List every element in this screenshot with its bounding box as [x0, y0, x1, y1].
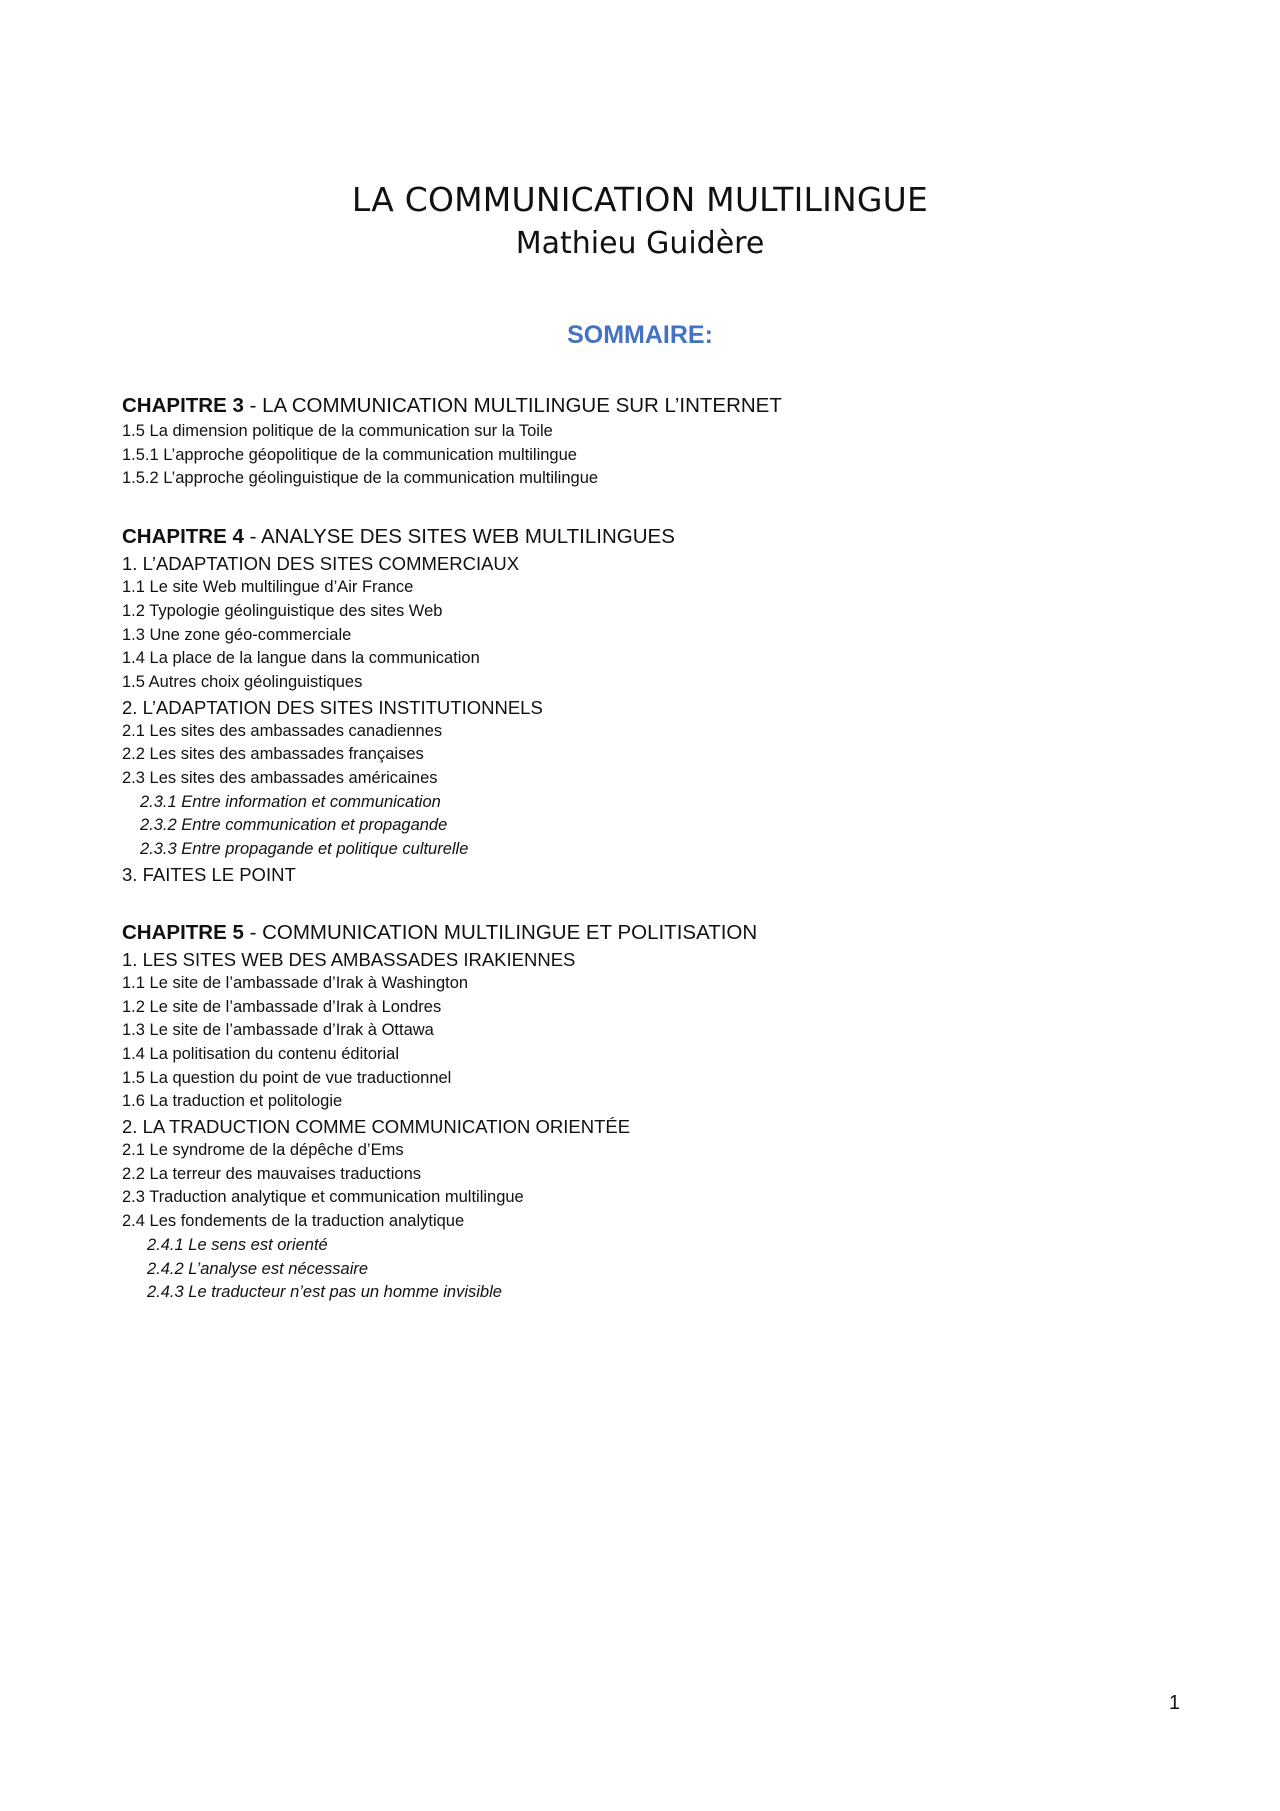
- toc-entry: 2.1 Les sites des ambassades canadiennes: [122, 721, 443, 740]
- toc-entry: 2. L’ADAPTATION DES SITES INSTITUTIONNELS: [122, 696, 543, 718]
- chapter-number: CHAPITRE 4: [122, 525, 244, 549]
- toc-entry: 2.4.2 L’analyse est nécessaire: [147, 1259, 369, 1278]
- toc-entry: 1.1 Le site de l’ambassade d’Irak à Washington: [122, 973, 469, 992]
- chapter-heading: [122, 392, 1182, 420]
- toc-entry: 2.3.1 Entre information et communication: [140, 792, 441, 811]
- toc-entry: 1.4 La place de la langue dans la communication: [122, 649, 480, 668]
- chapter-title: ANALYSE DES SITES WEB MULTILINGUES: [260, 525, 675, 549]
- chapter-separator: -: [243, 525, 261, 549]
- chapter-section: [122, 523, 1182, 887]
- toc-entry: 1.3 Une zone géo-commerciale: [122, 625, 352, 644]
- toc-entry: 1.5 Autres choix géolinguistiques: [122, 672, 363, 691]
- toc-entry: 1.5 La dimension politique de la communication sur la Toile: [122, 422, 553, 440]
- toc-entry: 2.4 Les fondements de la traduction analytique: [122, 1212, 465, 1231]
- toc-entry: 2.4.3 Le traducteur n’est pas un homme invisible: [147, 1283, 502, 1302]
- toc-entry: 2.2 Les sites des ambassades françaises: [122, 745, 424, 764]
- toc-entry: 1.4 La politisation du contenu éditorial: [122, 1044, 400, 1063]
- toc-entry: 1.1 Le site Web multilingue d’Air France: [122, 578, 414, 597]
- chapter-heading: [122, 919, 1182, 947]
- toc-entry: 1.6 La traduction et politologie: [122, 1092, 343, 1111]
- toc-entry: 1.5.1 L’approche géopolitique de la communication multilingue: [122, 445, 577, 464]
- toc-entry: 1.5 La question du point de vue traductionnel: [122, 1068, 452, 1087]
- toc-entry: 2.1 Le syndrome de la dépêche d’Ems: [122, 1141, 404, 1160]
- toc-entry: 2. LA TRADUCTION COMME COMMUNICATION ORIENTÉE: [122, 1116, 631, 1138]
- toc-entry: 1.3 Le site de l’ambassade d’Irak à Ottawa: [122, 1021, 434, 1040]
- toc-entry: 1. LES SITES WEB DES AMBASSADES IRAKIENNES: [122, 948, 576, 970]
- chapter-separator: -: [243, 394, 263, 417]
- toc-entry: 2.3.2 Entre communication et propagande: [140, 816, 448, 835]
- toc-entry: 2.3 Les sites des ambassades américaines: [122, 769, 438, 788]
- chapter-separator: -: [243, 920, 263, 944]
- toc-entry: 1.2 Typologie géolinguistique des sites Web: [122, 601, 443, 620]
- document-author: Mathieu Guidère: [515, 226, 765, 261]
- toc-entry: 2.4.1 Le sens est orienté: [147, 1235, 328, 1254]
- chapter-number: CHAPITRE 3: [122, 394, 244, 417]
- document-title: LA COMMUNICATION MULTILINGUE: [351, 180, 929, 219]
- toc-entry: 2.3.3 Entre propagande et politique culturelle: [140, 840, 469, 859]
- toc-entry: 2.2 La terreur des mauvaises traductions: [122, 1164, 421, 1183]
- toc-entry: 1. L’ADAPTATION DES SITES COMMERCIAUX: [122, 553, 520, 575]
- toc-entry: 1.5.2 L’approche géolinguistique de la communication multilingue: [122, 469, 599, 488]
- chapter-heading: [122, 523, 1182, 551]
- toc-entry: 1.2 Le site de l’ambassade d’Irak à Londres: [122, 997, 442, 1016]
- chapter-section: [122, 919, 1182, 1305]
- summary-heading: SOMMAIRE:: [567, 321, 713, 349]
- chapter-number: CHAPITRE 5: [122, 920, 244, 944]
- toc-entry: 2.3 Traduction analytique et communication multilingue: [122, 1188, 524, 1207]
- chapter-title: COMMUNICATION MULTILINGUE ET POLITISATION: [262, 920, 758, 944]
- chapter-section: [122, 392, 1182, 491]
- table-of-contents: [122, 392, 1182, 1337]
- chapter-title: LA COMMUNICATION MULTILINGUE SUR L’INTERNET: [262, 394, 782, 417]
- page-number: 1: [1168, 1692, 1180, 1714]
- toc-entry: 3. FAITES LE POINT: [122, 863, 296, 885]
